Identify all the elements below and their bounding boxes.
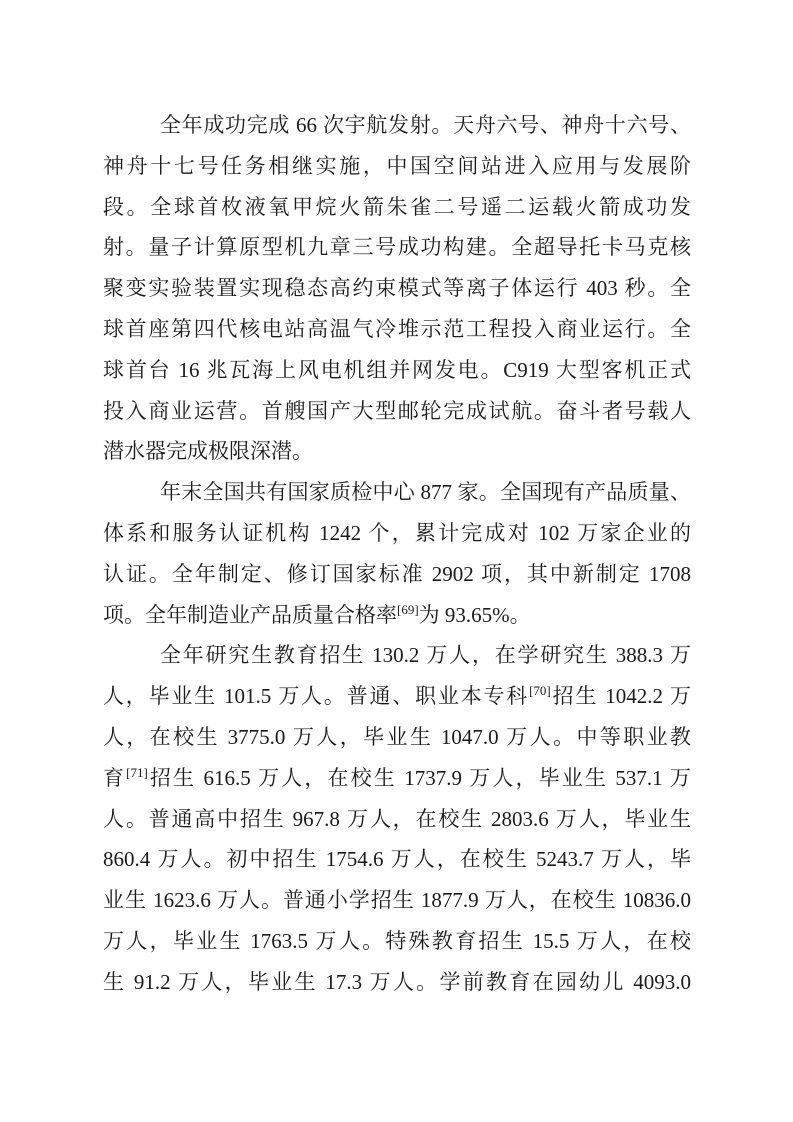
footnote-ref: [70] (529, 683, 551, 699)
text-line (103, 595, 691, 636)
text-line (103, 513, 691, 554)
text-line (103, 962, 691, 1003)
paragraph (103, 105, 691, 472)
text-run: 万人，毕业生 1763.5 万人。特殊教育招生 15.5 万人，在校 (103, 928, 691, 953)
text-line (103, 309, 691, 350)
text-run: 球首台 16 兆瓦海上风电机组并网发电。C919 大型客机正式 (103, 357, 691, 382)
text-line (103, 431, 691, 472)
text-line (103, 921, 691, 962)
text-run: 聚变实验装置实现稳态高约束模式等离子体运行 403 秒。全 (103, 276, 691, 301)
text-line (103, 758, 691, 799)
text-run: 体系和服务认证机构 1242 个，累计完成对 102 万家企业的 (103, 520, 691, 545)
text-line (103, 839, 691, 880)
text-line (103, 717, 691, 758)
text-run: 生 91.2 万人，毕业生 17.3 万人。学前教育在园幼儿 4093.0 (103, 969, 691, 994)
text-run: 860.4 万人。初中招生 1754.6 万人，在校生 5243.7 万人，毕 (103, 847, 691, 872)
text-run: 育 (103, 765, 127, 790)
paragraph (103, 635, 691, 1002)
text-line (103, 676, 691, 717)
footnote-ref: [69] (397, 601, 419, 617)
text-run: 招生 1042.2 万 (550, 684, 691, 709)
footnote-ref: [71] (126, 764, 148, 780)
text-run: 段。全球首枚液氧甲烷火箭朱雀二号遥二运载火箭成功发 (103, 194, 691, 219)
text-run: 球首座第四代核电站高温气冷堆示范工程投入商业运行。全 (103, 316, 691, 341)
text-line (103, 105, 691, 146)
text-line (103, 146, 691, 187)
text-run: 人，毕业生 101.5 万人。普通、职业本专科 (103, 684, 530, 709)
text-line (103, 187, 691, 228)
text-run: 人。普通高中招生 967.8 万人，在校生 2803.6 万人，毕业生 (103, 806, 691, 831)
text-run: 投入商业运营。首艘国产大型邮轮完成试航。奋斗者号载人 (103, 398, 691, 423)
text-run: 认证。全年制定、修订国家标准 2902 项，其中新制定 1708 (103, 561, 691, 586)
text-line (103, 635, 691, 676)
text-line (103, 227, 691, 268)
text-line (103, 391, 691, 432)
text-run: 项。全年制造业产品质量合格率 (103, 602, 397, 627)
text-run: 潜水器完成极限深潜。 (103, 439, 313, 464)
text-line (103, 799, 691, 840)
text-line (103, 350, 691, 391)
text-run: 全年成功完成 66 次宇航发射。天舟六号、神舟十六号、 (160, 113, 691, 137)
text-run: 业生 1623.6 万人。普通小学招生 1877.9 万人，在校生 10836.0 (103, 888, 691, 913)
text-line (103, 268, 691, 309)
text-line (103, 554, 691, 595)
document-text (103, 105, 691, 1003)
text-line (103, 472, 691, 513)
text-run: 人，在校生 3775.0 万人，毕业生 1047.0 万人。中等职业教 (103, 724, 691, 749)
text-run: 射。量子计算原型机九章三号成功构建。全超导托卡马克核 (103, 235, 691, 260)
paragraph (103, 472, 691, 635)
text-run: 招生 616.5 万人，在校生 1737.9 万人，毕业生 537.1 万 (147, 765, 692, 790)
text-run: 全年研究生教育招生 130.2 万人，在学研究生 388.3 万 (160, 643, 691, 668)
text-run: 年末全国共有国家质检中心 877 家。全国现有产品质量、 (160, 480, 691, 505)
text-run: 为 93.65%。 (418, 602, 531, 627)
text-run: 神舟十七号任务相继实施，中国空间站进入应用与发展阶 (103, 153, 691, 178)
text-line (103, 880, 691, 921)
